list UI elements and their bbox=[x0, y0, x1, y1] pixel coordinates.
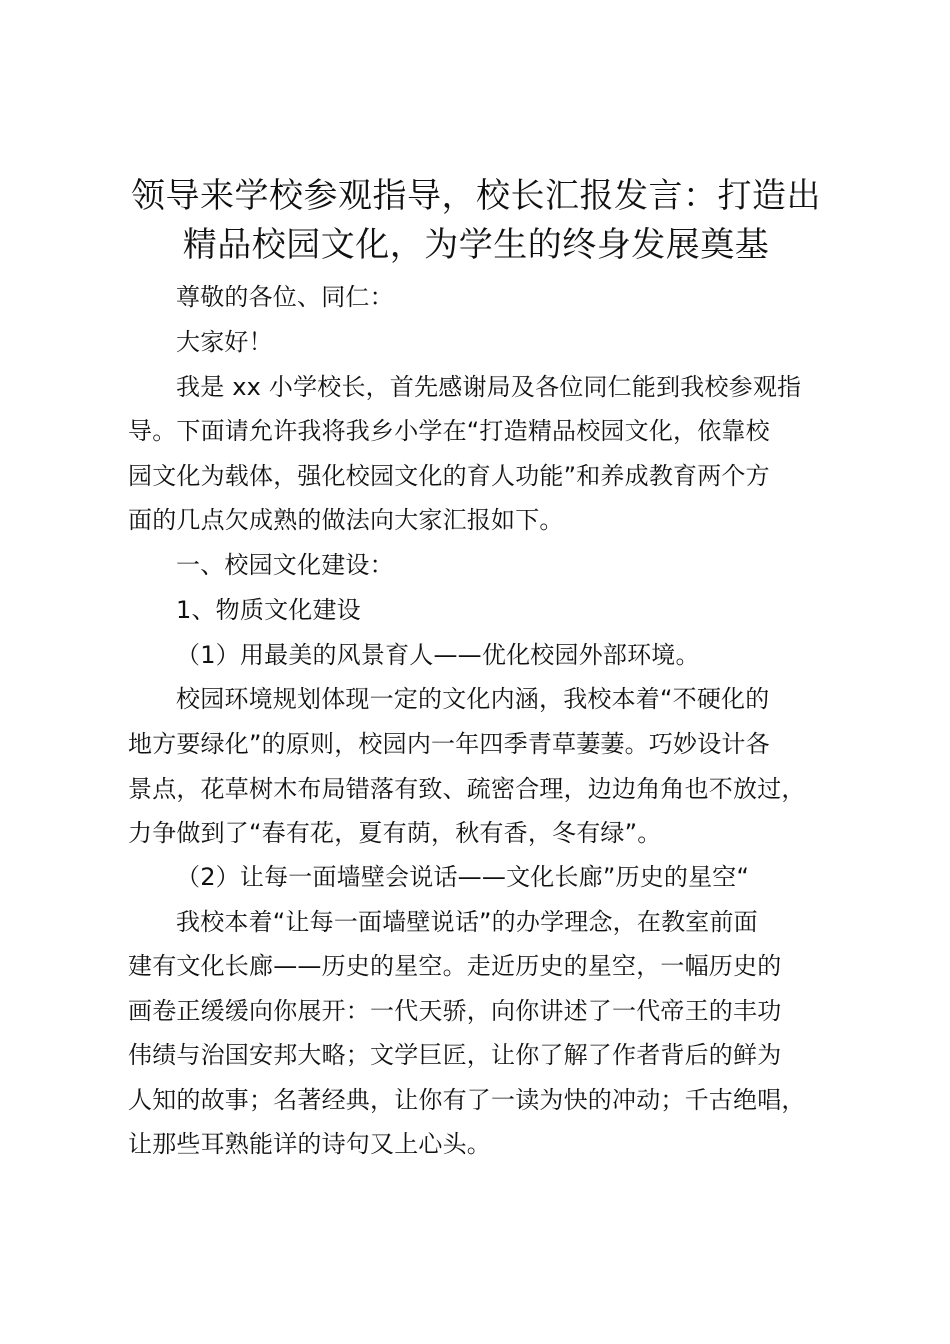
paragraph-line: 面的几点欠成熟的做法向大家汇报如下。 bbox=[128, 506, 564, 534]
paragraph-line: 导。下面请允许我将我乡小学在“打造精品校园文化，依靠校 bbox=[128, 417, 770, 445]
salutation: 尊敬的各位、同仁： bbox=[176, 283, 394, 311]
paragraph-line: 让那些耳熟能详的诗句又上心头。 bbox=[128, 1130, 491, 1158]
paragraph-line: 伟绩与治国安邦大略；文学巨匠，让你了解了作者背后的鲜为 bbox=[128, 1041, 782, 1069]
paragraph-line: 建有文化长廊——历史的星空。走近历史的星空，一幅历史的 bbox=[128, 952, 782, 980]
paragraph-line: 校园环境规划体现一定的文化内涵，我校本着“不硬化的 bbox=[176, 685, 770, 713]
paragraph-line: 人知的故事；名著经典，让你有了一读为快的冲动；千古绝唱， bbox=[128, 1086, 806, 1114]
paragraph-line: 画卷正缓缓向你展开：一代天骄，向你讲述了一代帝王的丰功 bbox=[128, 997, 782, 1025]
item-heading: （2）让每一面墙壁会说话——文化长廊”历史的星空“ bbox=[176, 863, 750, 891]
title-line-2: 精品校园文化，为学生的终身发展奠基 bbox=[182, 225, 770, 265]
paragraph-line: 地方要绿化”的原则，校园内一年四季青草萋萋。巧妙设计各 bbox=[128, 730, 770, 758]
greeting: 大家好！ bbox=[176, 328, 273, 356]
title-line-1: 领导来学校参观指导，校长汇报发言：打造出 bbox=[131, 176, 821, 216]
paragraph-line: 园文化为载体，强化校园文化的育人功能”和养成教育两个方 bbox=[128, 462, 770, 490]
paragraph-line: 我是 xx 小学校长，首先感谢局及各位同仁能到我校参观指 bbox=[176, 373, 802, 401]
document-title bbox=[118, 172, 834, 270]
paragraph-line: 景点，花草树木布局错落有致、疏密合理，边边角角也不放过， bbox=[128, 775, 806, 803]
item-heading: （1）用最美的风景育人——优化校园外部环境。 bbox=[176, 641, 700, 669]
paragraph-line: 力争做到了“春有花，夏有荫，秋有香，冬有绿”。 bbox=[128, 819, 662, 847]
section-heading: 一、校园文化建设： bbox=[176, 551, 394, 579]
subsection-heading: 1、物质文化建设 bbox=[176, 596, 361, 624]
paragraph-line: 我校本着“让每一面墙壁说话”的办学理念，在教室前面 bbox=[176, 908, 758, 936]
